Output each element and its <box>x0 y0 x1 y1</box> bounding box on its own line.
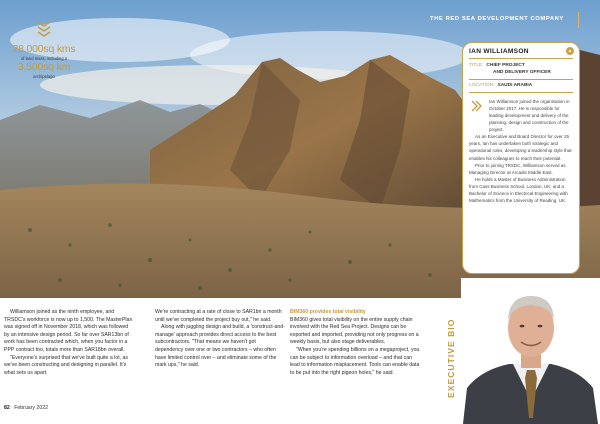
article-paragraph: BIM360 gives total visibility on the entire supply chain involved with the Red Sea Project. Designs can be exported and imported, providing not only progress on a weekly basis, but also stage deliverables. <box>290 316 419 346</box>
stat-archipelago-caption: archipelago <box>33 74 55 79</box>
profile-title-row-2 <box>469 69 573 76</box>
article-column-1 <box>4 309 134 377</box>
header-rule <box>578 12 579 28</box>
stat-archipelago: 3,500sq km <box>17 61 71 73</box>
article-paragraph: Along with juggling design and build, a 'construct-and-manage' approach provides direct access to the best subcontractors. "That means we haven't got dependency over one or two contractors – who often have limited control over – and eliminate some of the mark ups," he said. <box>155 324 285 369</box>
stat-land-caption: of land mass, including a <box>20 56 68 61</box>
profile-name: IAN WILLIAMSON <box>469 48 529 55</box>
profile-location-row <box>469 82 573 89</box>
layers-chevron-icon <box>35 20 53 38</box>
article-column-3 <box>290 309 420 377</box>
stat-land-mass: 28,000sq kms <box>12 43 76 55</box>
section-subheading: BIM360 provides total visibility <box>290 309 366 315</box>
badge-icon: ◆ <box>566 47 574 55</box>
title-value: CHIEF PROJECT <box>486 62 525 68</box>
article-paragraph: We're contracting at a rate of close to SAR1bn a month until we've completed the project buy out," he said. <box>155 309 282 323</box>
executive-portrait <box>461 278 600 424</box>
location-label: LOCATION: <box>469 83 495 89</box>
article-paragraph: "When you're spending billions on a megaproject, you can be subject to information overload – and that can lead to information misplacement. Tools can enable data to be put into the right pigeon holes," he said. <box>290 346 420 376</box>
bio-paragraph: As an Executive and Board Director for over 25 years, Ian has undertaken both strategic and operational roles, developing a leadership style that enables his colleagues to reach their potential. <box>469 134 572 161</box>
article-paragraph: "Everyone's surprised that we've built quite a lot, as we've been constructing and designing in parallel. It's what sets us apart. <box>4 354 129 376</box>
location-value: SAUDI ARABIA <box>497 83 533 89</box>
profile-card <box>462 42 580 274</box>
card-divider <box>469 92 573 93</box>
profile-bio <box>469 98 573 204</box>
issue-date: February 2022 <box>14 405 48 411</box>
profile-title-row <box>469 62 573 69</box>
card-divider <box>469 58 573 59</box>
bio-paragraph: Prior to joining TRSDC, Williamson served as Managing Director at Arcadis Middle East. <box>469 162 566 175</box>
company-name: THE RED SEA DEVELOPMENT COMPANY <box>430 16 564 22</box>
title-value-2: AND DELIVERY OFFICER <box>493 69 551 75</box>
page-number: 82 <box>4 405 10 411</box>
executive-bio-label: EXECUTIVE BIO <box>446 318 456 398</box>
title-label: TITLE: <box>469 62 484 68</box>
article-column-2 <box>155 309 285 370</box>
stat-block <box>8 20 80 80</box>
card-divider <box>469 79 573 80</box>
bio-paragraph: Ian Williamson joined the organisation in October 2017. He is responsible for leading development and delivery of the planning, design and construction of the project. <box>489 98 570 133</box>
page-footer <box>4 405 48 411</box>
chevron-icon <box>471 99 483 111</box>
bio-paragraph: He holds a Master of Business Administration from Cass Business School, London, UK; and a Bachelor of Science in Electrical Engineering with Mathematics from the University of Reading, UK. <box>469 176 568 204</box>
article-paragraph: Williamson joined as the ninth employee, and TRSDC's workforce is now up to 1,500. The MasterPlan was signed off in November 2018, which was followed by an intensive design period. So far over SAR13bn of work has been contracted which, when you factor in a PPP contract too, totals more than SAR18bn overall. <box>4 309 133 353</box>
